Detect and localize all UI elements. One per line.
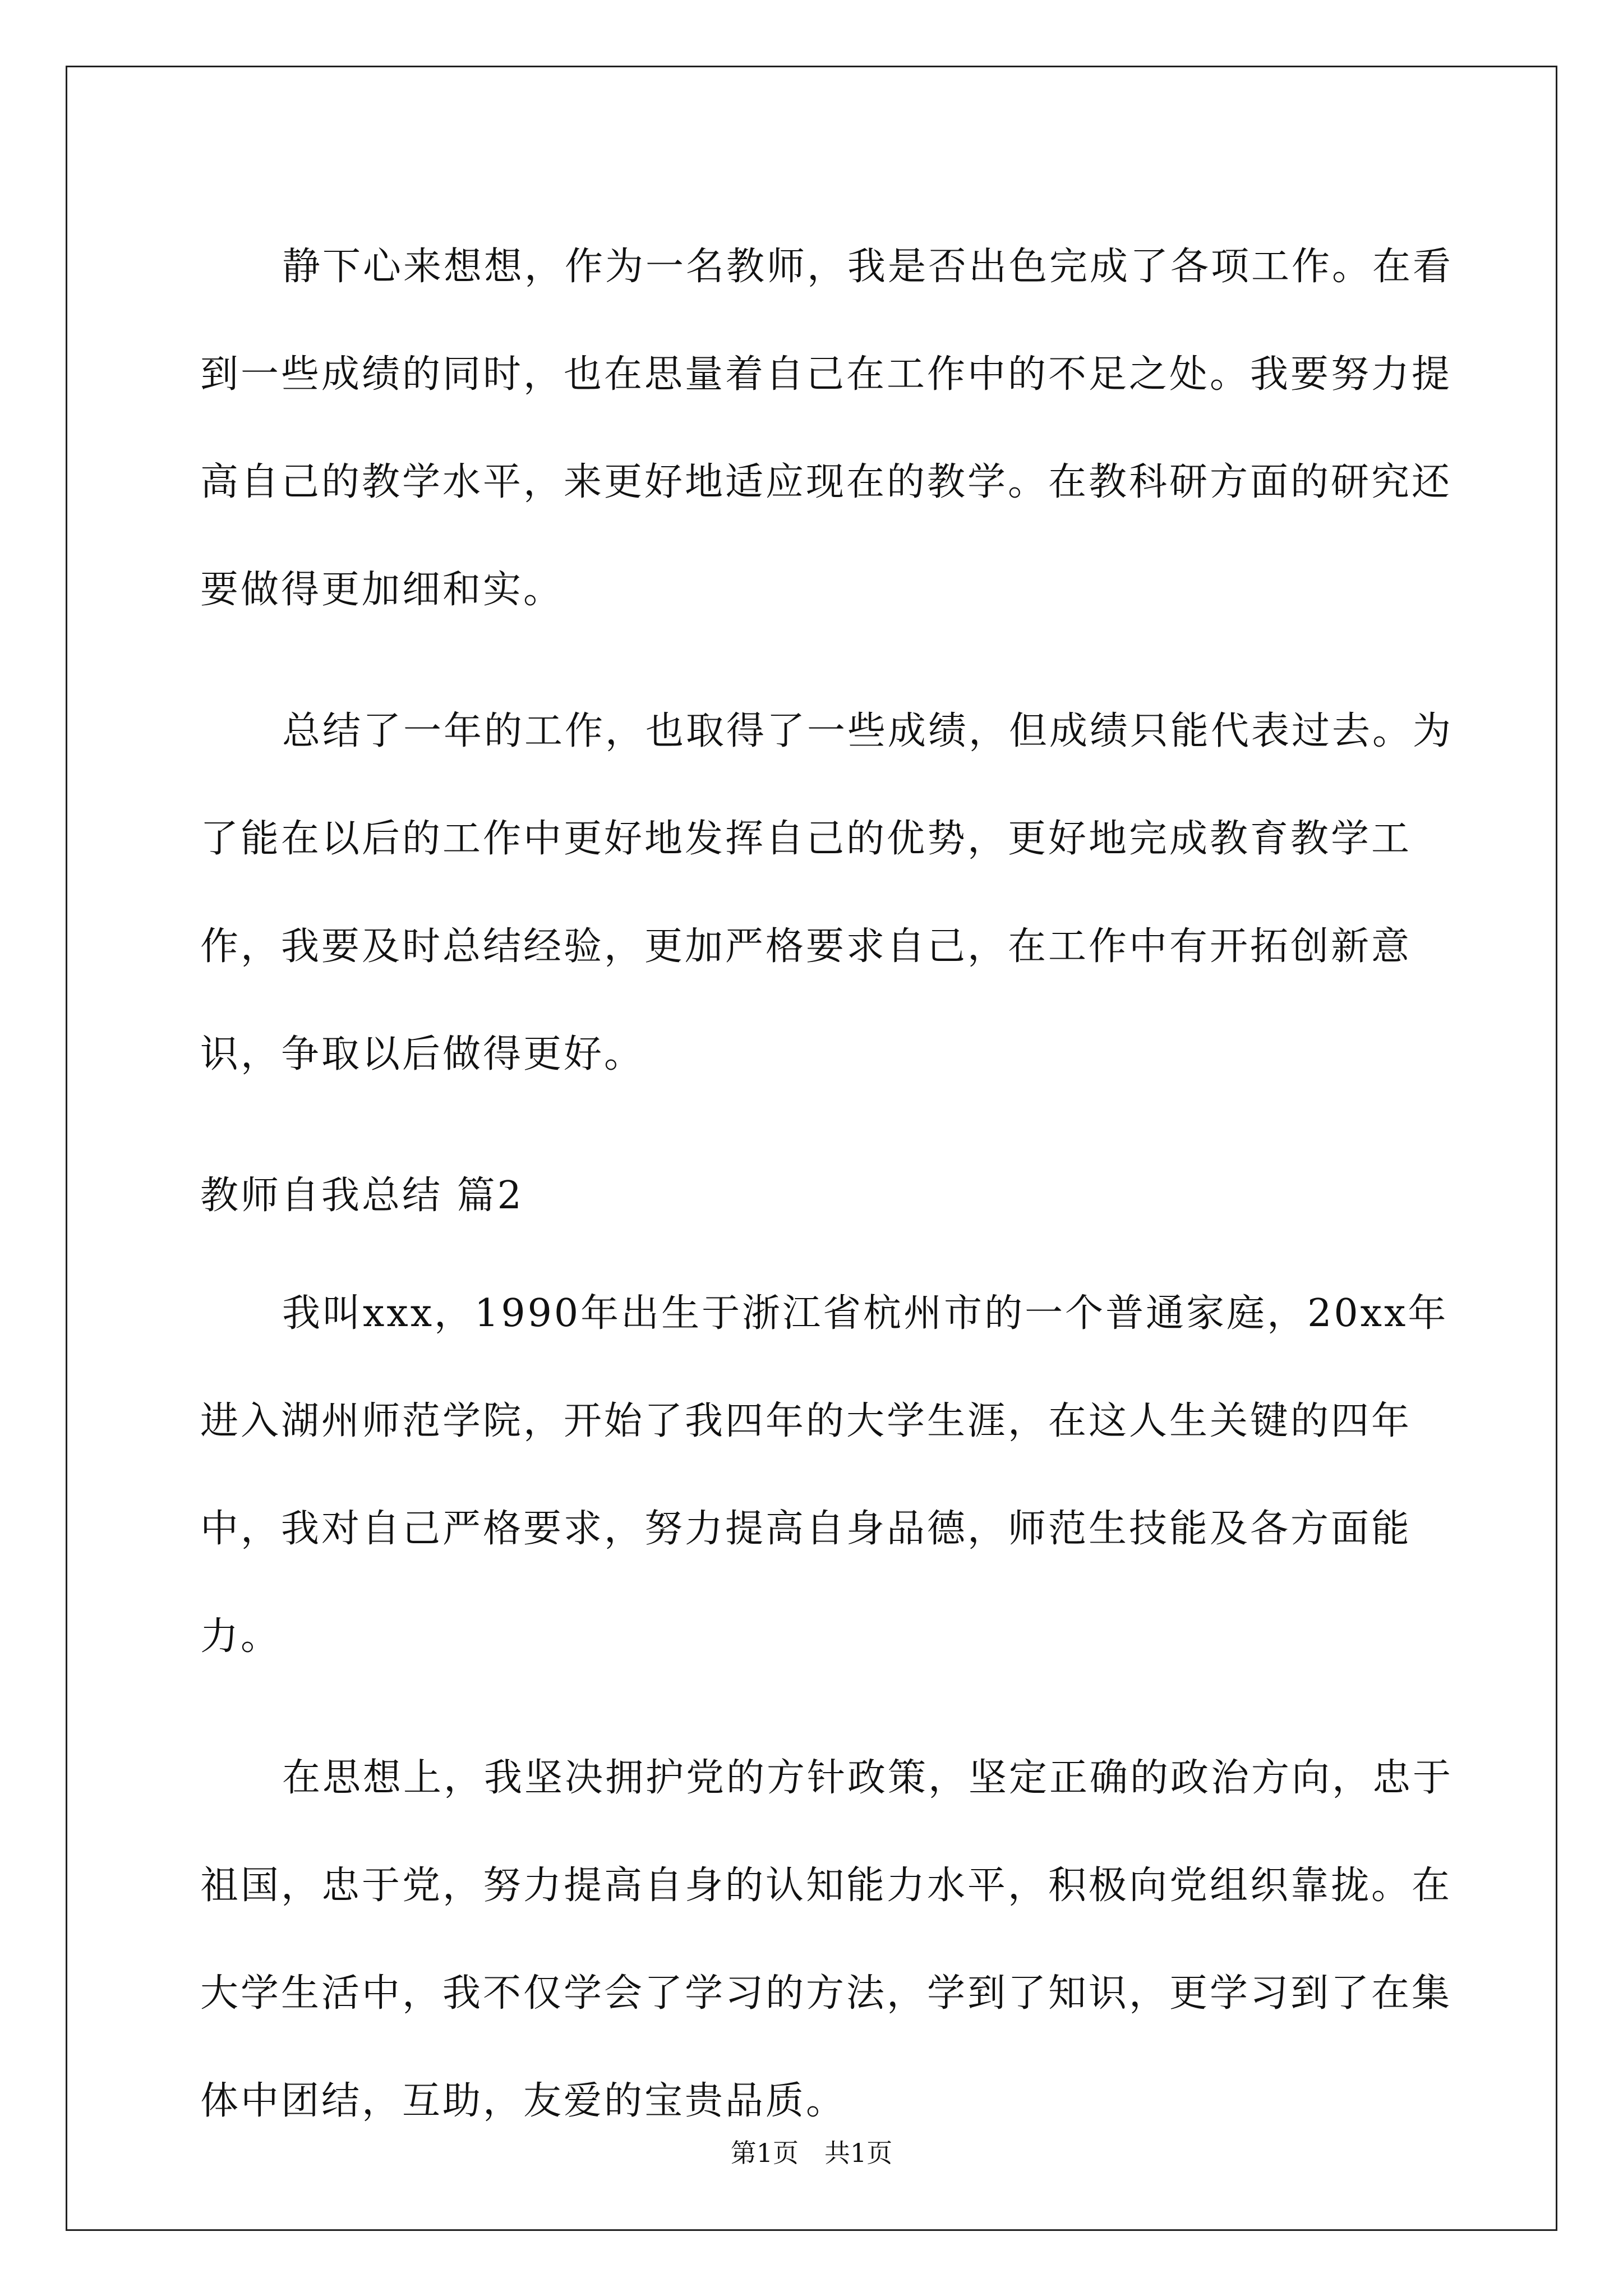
paragraph: 静下心来想想，作为一名教师，我是否出色完成了各项工作。在看到一些成绩的同时，也在思量着自己在工作中的不足之处。我要努力提高自己的教学水平，来更好地适应现在的教学。在教科研方面的研究还要做得更加细和实。 [200, 245, 1454, 612]
paragraph: 我叫xxx，1990年出生于浙江省杭州市的一个普通家庭，20xx年进入湖州师范学院，开始了我四年的大学生涯，在这人生关键的四年中，我对自己严格要求，努力提高自身品德，师范生技能及各方面能力。 [200, 1291, 1449, 1659]
document-body [200, 213, 1484, 2189]
paragraph: 在思想上，我坚决拥护党的方针政策，坚定正确的政治方向，忠于祖国，忠于党，努力提高自身的认知能力水平，积极向党组织靠拢。在大学生活中，我不仅学会了学习的方法，学到了知识，更学习到了在集体中团结，互助，友爱的宝贵品质。 [200, 1756, 1454, 2123]
page-footer: 第1页 共1页 [730, 2138, 893, 2168]
section-heading: 教师自我总结 篇2 [200, 1174, 524, 1218]
paragraph: 总结了一年的工作，也取得了一些成绩，但成绩只能代表过去。为了能在以后的工作中更好地发挥自己的优势，更好地完成教育教学工作，我要及时总结经验，更加严格要求自己，在工作中有开拓创新意识，争取以后做得更好。 [200, 709, 1454, 1076]
